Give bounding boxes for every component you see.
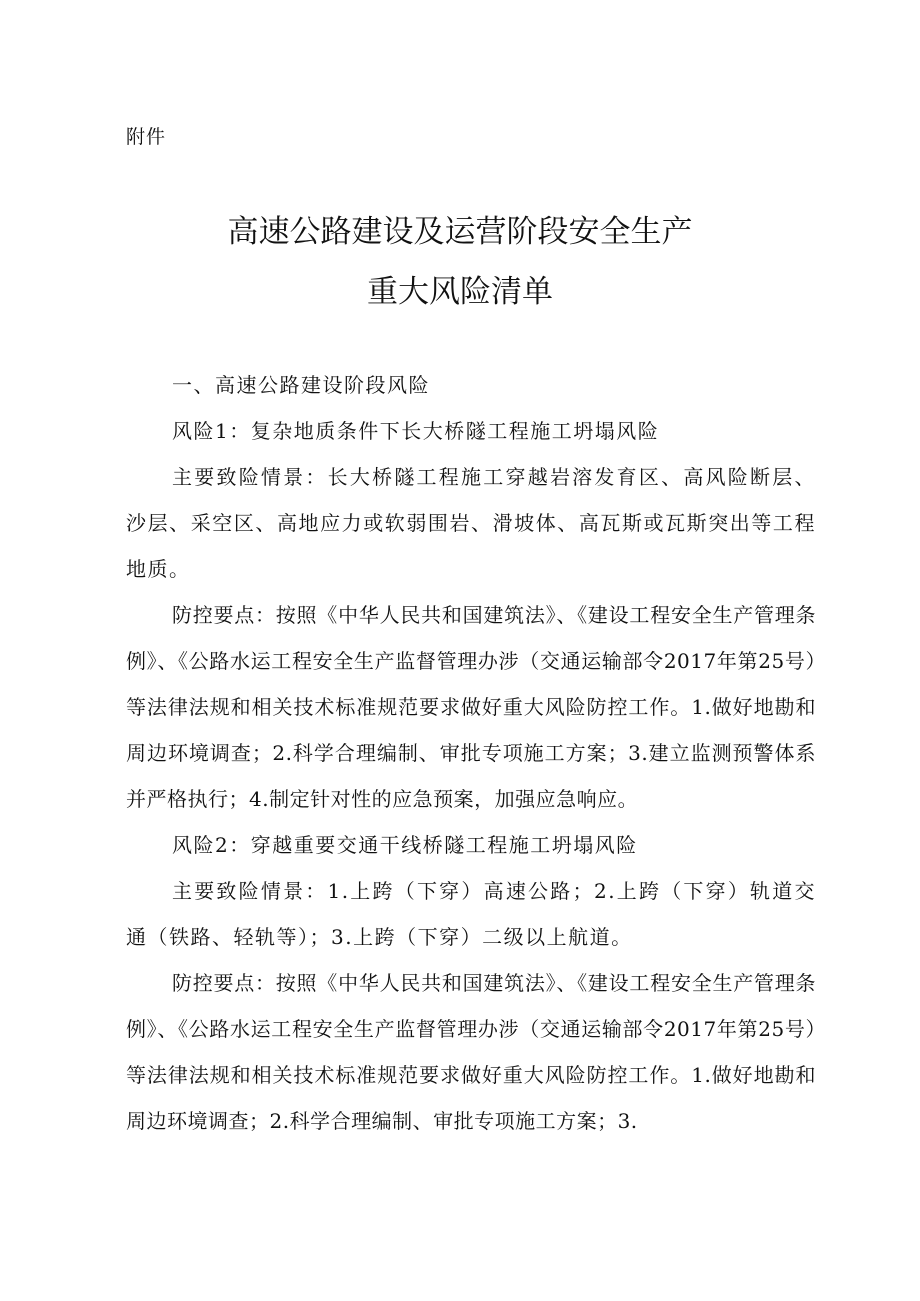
- section-heading: 一、高速公路建设阶段风险: [172, 373, 430, 397]
- attachment-label: 附件: [126, 126, 167, 148]
- document-title-line-2: 重大风险清单: [367, 274, 553, 310]
- risk-1-scenario: 主要致险情景：长大桥隧工程施工穿越岩溶发育区、高风险断层、沙层、采空区、高地应力或软弱围岩、滑坡体、高瓦斯或瓦斯突出等工程地质。: [126, 465, 816, 581]
- risk-2-heading: 风险2：穿越重要交通干线桥隧工程施工坍塌风险: [172, 833, 638, 857]
- risk-1-controls: 防控要点：按照《中华人民共和国建筑法》、《建设工程安全生产管理条例》、《公路水运工程安全生产监督管理办涉（交通运输部令2017年第25号）等法律法规和相关技术标准规范要求做好重大风险防控工作。1.做好地勘和周边环境调查；2.科学合理编制、审批专项施工方案；3.建立监测预警体系并严格执行；4.制定针对性的应急预案，加强应急响应。: [126, 603, 816, 811]
- risk-2-scenario: 主要致险情景：1.上跨（下穿）高速公路；2.上跨（下穿）轨道交通（铁路、轻轨等）；3.上跨（下穿）二级以上航道。: [126, 879, 816, 949]
- risk-1-heading: 风险1：复杂地质条件下长大桥隧工程施工坍塌风险: [172, 419, 660, 443]
- risk-2-controls: 防控要点：按照《中华人民共和国建筑法》、《建设工程安全生产管理条例》、《公路水运工程安全生产监督管理办涉（交通运输部令2017年第25号）等法律法规和相关技术标准规范要求做好重大风险防控工作。1.做好地勘和周边环境调查；2.科学合理编制、审批专项施工方案；3.: [126, 971, 816, 1133]
- document-body: [126, 362, 816, 1144]
- document-title-line-1: 高速公路建设及运营阶段安全生产: [227, 214, 693, 250]
